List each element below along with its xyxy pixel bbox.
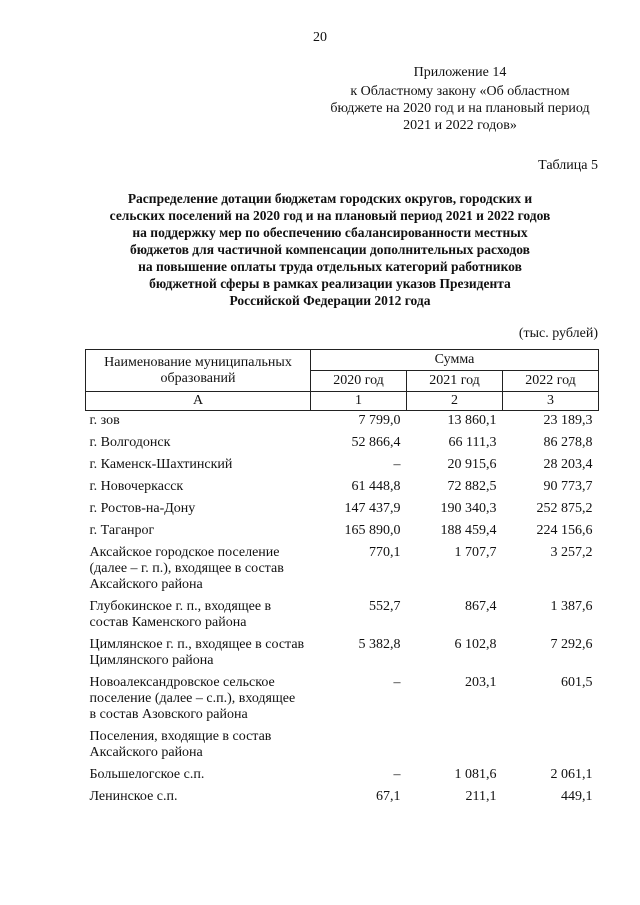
value-2022-cell: 2 061,1 <box>550 767 593 782</box>
table-row <box>86 673 599 727</box>
table-row <box>86 635 599 673</box>
table-row <box>86 455 599 477</box>
row-name-cell: Ленинское с.п. <box>89 789 178 804</box>
value-2021-cell: 13 860,1 <box>447 413 497 428</box>
index-row <box>86 392 599 411</box>
header-year-2021: 2021 год <box>407 371 503 392</box>
header-year-2020: 2020 год <box>311 371 407 392</box>
table-row <box>86 787 599 809</box>
value-2020-cell: 52 866,4 <box>351 435 401 450</box>
value-2021-cell <box>407 727 503 765</box>
index-cell: 3 <box>503 392 599 411</box>
value-2022-cell: 601,5 <box>561 675 593 690</box>
table-row <box>86 411 599 434</box>
units-label: (тыс. рублей) <box>518 326 598 341</box>
value-2022-cell: 86 278,8 <box>543 435 593 450</box>
value-2020-cell: – <box>393 675 401 690</box>
row-name-cell: г. Ростов-на-Дону <box>89 501 196 516</box>
row-name-cell: Глубокинское г. п., входящее в состав Каменского района <box>89 599 272 630</box>
value-2020-cell <box>311 727 407 765</box>
row-name-cell: Новоалександровское сельское поселение (далее – с.п.), входящее в состав Азовского района <box>89 675 296 722</box>
value-2021-cell: 211,1 <box>465 789 497 804</box>
value-2022-cell <box>503 727 599 765</box>
value-2020-cell: 61 448,8 <box>351 479 401 494</box>
budget-table <box>85 349 599 809</box>
appendix-title: Приложение 14 <box>413 65 507 80</box>
value-2022-cell: 23 189,3 <box>543 413 593 428</box>
value-2021-cell: 1 081,6 <box>454 767 497 782</box>
value-2022-cell: 1 387,6 <box>550 599 593 614</box>
header-sum: Сумма <box>311 350 599 371</box>
value-2021-cell: 20 915,6 <box>447 457 497 472</box>
header-name: Наименование муниципальных образований <box>86 350 311 392</box>
row-name-cell: г. Таганрог <box>89 523 155 538</box>
value-2021-cell: 203,1 <box>465 675 497 690</box>
index-cell: 1 <box>311 392 407 411</box>
value-2020-cell: 147 437,9 <box>344 501 401 516</box>
header-year-2022: 2022 год <box>503 371 599 392</box>
table-row <box>86 765 599 787</box>
row-name-cell: Цимлянское г. п., входящее в состав Цимлянского района <box>89 637 305 668</box>
row-name-cell: Большелогское с.п. <box>89 767 205 782</box>
value-2022-cell: 252 875,2 <box>536 501 593 516</box>
index-cell: А <box>86 392 311 411</box>
table-row <box>86 727 599 765</box>
value-2020-cell: – <box>393 457 401 472</box>
row-name-cell: Поселения, входящие в состав Аксайского района <box>89 729 272 760</box>
value-2021-cell: 66 111,3 <box>448 435 497 450</box>
value-2020-cell: – <box>393 767 401 782</box>
page-number: 20 <box>313 30 327 45</box>
value-2020-cell: 5 382,8 <box>358 637 401 652</box>
table-row <box>86 521 599 543</box>
row-name-cell: Аксайское городское поселение (далее – г. п.), входящее в состав Аксайского района <box>89 545 284 592</box>
table-number: Таблица 5 <box>538 158 598 173</box>
value-2021-cell: 72 882,5 <box>447 479 497 494</box>
value-2020-cell: 770,1 <box>369 545 401 560</box>
appendix-subtitle: к Областному закону «Об областном бюджете на 2020 год и на плановый период 2021 и 2022 годов» <box>330 84 590 133</box>
row-name-cell: г. Новочеркасск <box>89 479 184 494</box>
row-name-cell: г. Волгодонск <box>89 435 171 450</box>
value-2020-cell: 67,1 <box>376 789 401 804</box>
value-2022-cell: 28 203,4 <box>543 457 593 472</box>
value-2021-cell: 1 707,7 <box>454 545 497 560</box>
table-body <box>86 392 599 810</box>
value-2020-cell: 7 799,0 <box>358 413 401 428</box>
row-name-cell: г. зов <box>89 413 120 428</box>
document-title: Распределение дотации бюджетам городских округов, городских и сельских поселений на 2020 год и на плановый период 2021 и 2022 годов на поддержку мер по обеспечению сбалансированности местных бюджетов для частичной компенсации дополнительных расходов на повышение оплаты труда отдельных категорий работников бюджетной сферы в рамках реализации указов Президента Российской Федерации 2012 года <box>109 191 551 308</box>
value-2022-cell: 3 257,2 <box>550 545 593 560</box>
row-name-cell: г. Каменск-Шахтинский <box>89 457 233 472</box>
table-row <box>86 543 599 597</box>
value-2021-cell: 190 340,3 <box>440 501 497 516</box>
table-row <box>86 597 599 635</box>
value-2020-cell: 165 890,0 <box>344 523 401 538</box>
table-row <box>86 477 599 499</box>
value-2022-cell: 7 292,6 <box>550 637 593 652</box>
value-2022-cell: 449,1 <box>561 789 593 804</box>
value-2021-cell: 867,4 <box>465 599 497 614</box>
value-2022-cell: 90 773,7 <box>543 479 593 494</box>
table-row <box>86 433 599 455</box>
value-2021-cell: 188 459,4 <box>440 523 497 538</box>
table-row <box>86 499 599 521</box>
appendix-block <box>330 64 590 134</box>
value-2020-cell: 552,7 <box>369 599 401 614</box>
index-cell: 2 <box>407 392 503 411</box>
value-2021-cell: 6 102,8 <box>454 637 497 652</box>
value-2022-cell: 224 156,6 <box>536 523 593 538</box>
